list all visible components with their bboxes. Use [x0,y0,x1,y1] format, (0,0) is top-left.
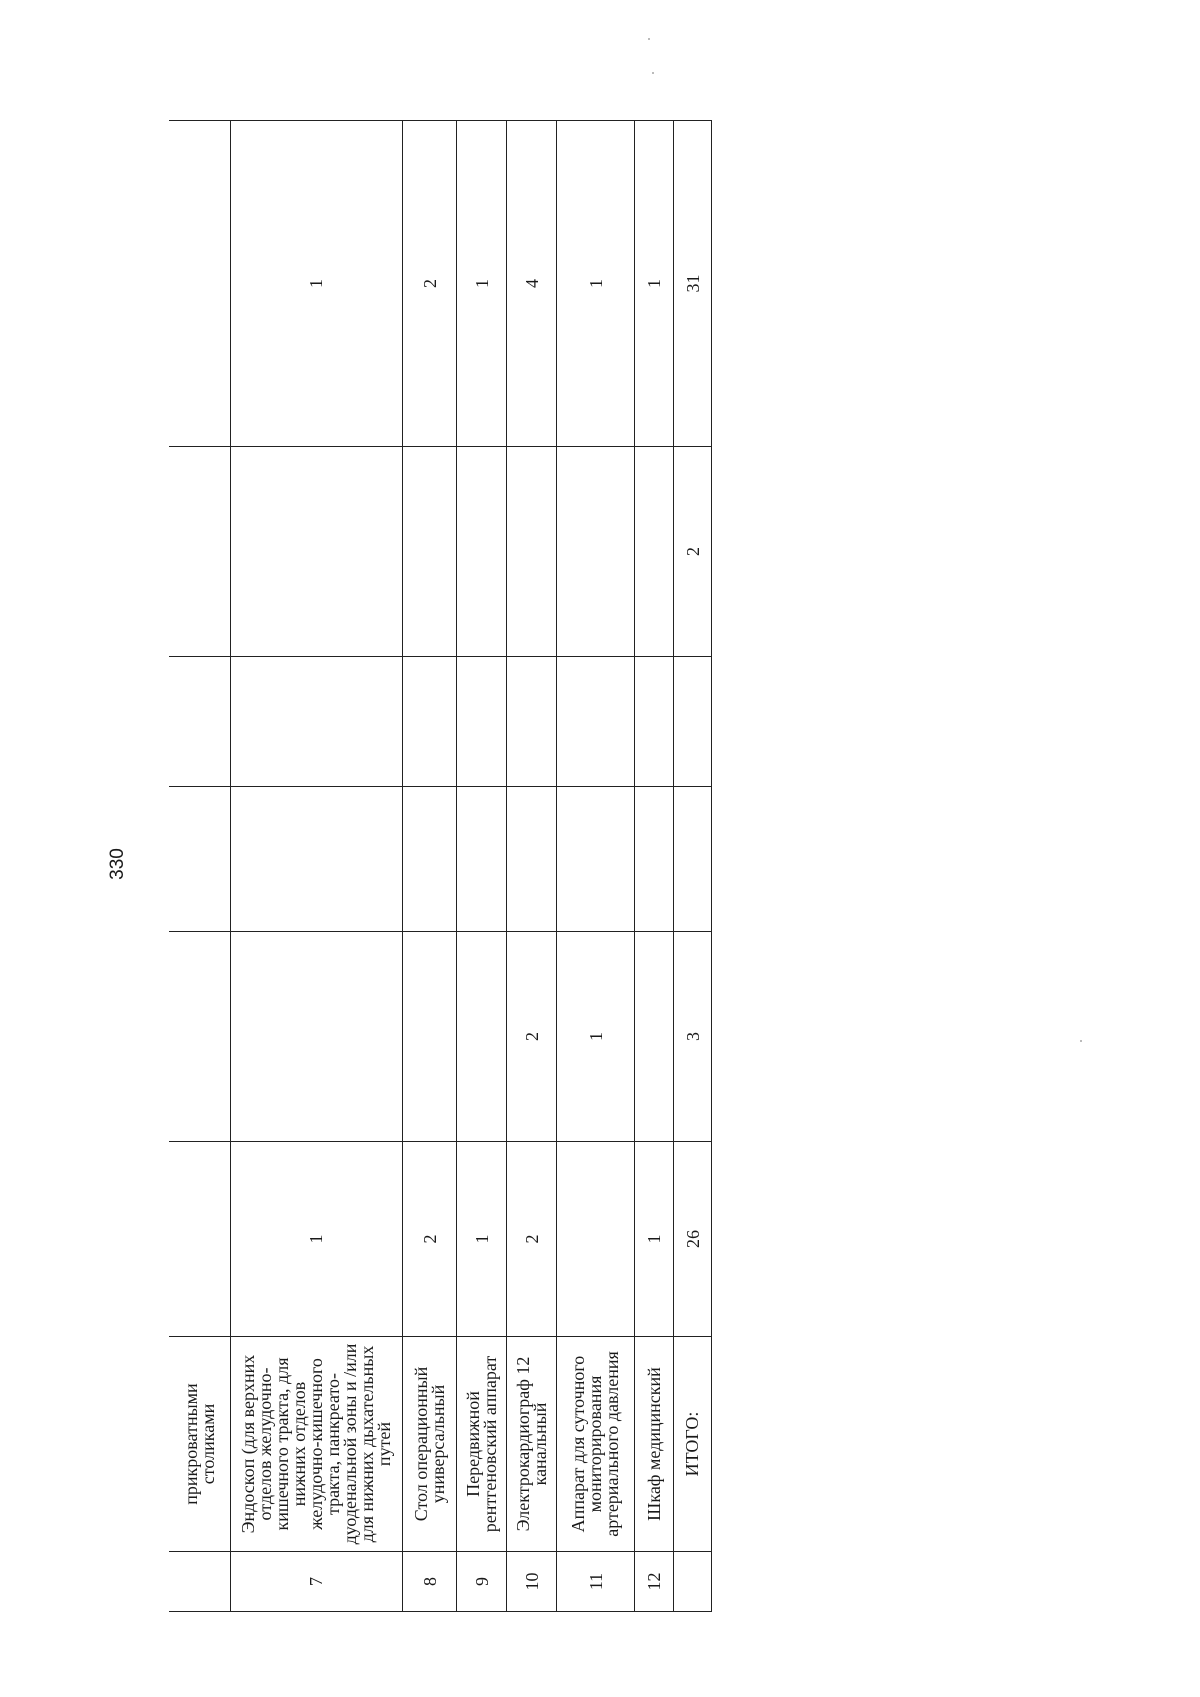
qty-cell [507,447,557,657]
qty-cell [634,657,674,787]
name-cell: Стол операционный универсальный [402,1337,456,1552]
num-cell: 10 [507,1552,557,1612]
name-cell: Передвижной рентгеновский аппарат [457,1337,507,1552]
qty-cell [507,657,557,787]
name-cell: Эндоскоп (для верхних отделов желудочно-кишечного тракта, для нижних отделов желудочно-кишечного тракта, панкреато-дуоденальной зоны и /или для нижних дыхательных путей [230,1337,402,1552]
equipment-table [169,120,712,1612]
qty-cell: 1 [557,932,634,1142]
qty-cell [170,121,231,447]
total-cell: 31 [674,121,712,447]
total-cell: 26 [674,1142,712,1337]
qty-cell [230,447,402,657]
qty-cell: 1 [634,1142,674,1337]
qty-cell [230,787,402,932]
table-row [507,121,557,1612]
qty-cell: 1 [230,121,402,447]
qty-cell [170,447,231,657]
qty-cell [402,657,456,787]
qty-cell: 4 [507,121,557,447]
num-cell [674,1552,712,1612]
qty-cell: 1 [457,121,507,447]
table-row [557,121,634,1612]
qty-cell: 2 [507,932,557,1142]
total-label: ИТОГО: [674,1337,712,1552]
qty-cell [402,447,456,657]
scan-speck [1080,1040,1082,1042]
table-row [230,121,402,1612]
qty-cell [557,447,634,657]
total-row [674,121,712,1612]
table-row [457,121,507,1612]
qty-cell [402,787,456,932]
table-row [634,121,674,1612]
total-cell: 2 [674,447,712,657]
rotated-table-container [169,121,712,1612]
qty-cell [634,932,674,1142]
qty-cell: 1 [230,1142,402,1337]
qty-cell [457,657,507,787]
qty-cell [170,932,231,1142]
num-cell: 8 [402,1552,456,1612]
name-cell: Шкаф медицинский [634,1337,674,1552]
qty-cell: 2 [402,1142,456,1337]
table-row [402,121,456,1612]
qty-cell [557,1142,634,1337]
qty-cell [557,787,634,932]
name-cell: Электрокардиограф 12 канальный [507,1337,557,1552]
qty-cell: 1 [634,121,674,447]
scan-speck [652,72,654,74]
qty-cell [170,1142,231,1337]
qty-cell: 2 [402,121,456,447]
qty-cell [170,657,231,787]
num-cell: 7 [230,1552,402,1612]
qty-cell [507,787,557,932]
qty-cell [457,447,507,657]
qty-cell [457,787,507,932]
qty-cell [457,932,507,1142]
qty-cell: 1 [457,1142,507,1337]
name-cell: Аппарат для суточного мониторирования артериального давления [557,1337,634,1552]
name-cell: прикроватными столиками [170,1337,231,1552]
num-cell: 9 [457,1552,507,1612]
qty-cell [557,657,634,787]
qty-cell [634,787,674,932]
qty-cell [230,657,402,787]
num-cell: 12 [634,1552,674,1612]
qty-cell [230,932,402,1142]
qty-cell [634,447,674,657]
continuation-row [170,121,231,1612]
total-cell [674,787,712,932]
total-cell: 3 [674,932,712,1142]
num-cell: 11 [557,1552,634,1612]
page-number: 330 [107,848,128,880]
qty-cell [170,787,231,932]
qty-cell [402,932,456,1142]
qty-cell: 2 [507,1142,557,1337]
num-cell [170,1552,231,1612]
qty-cell: 1 [557,121,634,447]
total-cell [674,657,712,787]
scan-speck [648,38,650,40]
